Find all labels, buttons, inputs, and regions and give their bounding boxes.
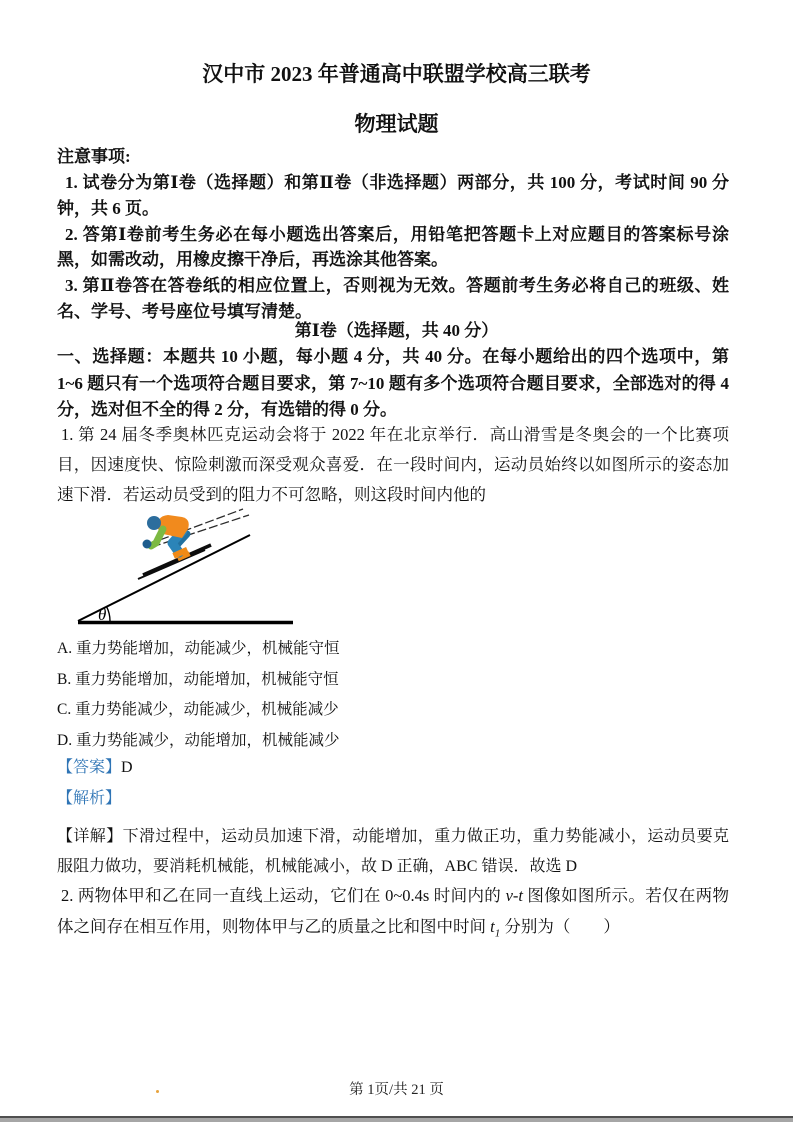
question2-stem-part2: 图像如图所示。若仅在两物体之间存在相互作用，则物体甲与乙的质量之比和图中时间 <box>57 886 729 936</box>
option-b: B. 重力势能增加，动能增加，机械能守恒 <box>57 670 339 688</box>
section-header: 第Ⅰ卷（选择题，共 40 分） <box>294 321 499 340</box>
detail-label: 【详解】 <box>57 828 123 845</box>
page-title: 汉中市 2023 年普通高中联盟学校高三联考 <box>202 62 591 86</box>
question2-stem <box>57 880 729 949</box>
question1-stem: 1. 第 24 届冬季奥林匹克运动会将于 2022 年在北京举行．高山滑雪是冬奥会的一个比赛项目，因速度快、惊险刺激而深受观众喜爱．在一段时间内，运动员始终以如图所示的姿态加速下滑．若运动员受到的阻力不可忽略，则这段时间内他的 <box>57 425 729 504</box>
page-bottom-edge <box>0 1116 793 1122</box>
scan-artifact-speck <box>156 1090 159 1093</box>
option-c: C. 重力势能减少，动能减少，机械能减少 <box>57 701 339 718</box>
page-subtitle: 物理试题 <box>354 112 439 136</box>
option-a: A. 重力势能增加，动能减少，机械能守恒 <box>57 640 340 657</box>
vt-graph-symbol: v-t <box>505 886 523 905</box>
question2-stem-part1: 2. 两物体甲和乙在同一直线上运动，它们在 0~0.4s 时间内的 <box>61 886 506 905</box>
page-number-footer: 第 1页/共 21 页 <box>349 1082 444 1098</box>
answer-line <box>57 753 729 783</box>
angle-theta-label: θ <box>98 605 107 624</box>
question1-options <box>57 634 729 756</box>
skier-helmet <box>147 516 161 530</box>
notice-heading: 注意事项: <box>57 147 131 166</box>
detail-paragraph <box>57 822 729 881</box>
option-d: D. 重力势能减少，动能增加，机械能减少 <box>57 731 340 749</box>
skier-glove <box>143 540 152 549</box>
answer-label: 【答案】 <box>57 759 122 776</box>
skier-on-incline-figure <box>75 503 310 631</box>
detail-text: 下滑过程中，运动员加速下滑，动能增加，重力做正功，重力势能减小，运动员要克服阻力做功，要消耗机械能，机械能减小，故 D 正确，ABC 错误．故选 D <box>57 828 729 875</box>
analysis-line <box>57 784 729 814</box>
analysis-label: 【解析】 <box>57 790 122 807</box>
t1-symbol: t <box>490 917 495 936</box>
section-instructions: 一、选择题：本题共 10 小题，每小题 4 分，共 40 分。在每小题给出的四个选项中，第 1~6 题只有一个选项符合题目要求，第 7~10 题有多个选项符合题目要求，全部选对的得 4 分，选对但不全的得 2 分，有选错的得 0 分。 <box>57 347 729 420</box>
notice-item-3: 3. 第Ⅱ卷答在答卷纸的相应位置上，否则视为无效。答题前考生务必将自己的班级、姓名、学号、考号座位号填写清楚。 <box>57 276 729 321</box>
notice-item-1: 1. 试卷分为第Ⅰ卷（选择题）和第Ⅱ卷（非选择题）两部分，共 100 分，考试时间 90 分钟，共 6 页。 <box>57 173 729 218</box>
angle-arc <box>107 607 110 621</box>
t1-subscript: 1 <box>494 927 501 940</box>
answer-value: D <box>121 759 133 776</box>
question2-stem-part3: 分别为（ ） <box>500 917 620 936</box>
notice-item-2: 2. 答第Ⅰ卷前考生务必在每小题选出答案后，用铅笔把答题卡上对应题目的答案标号涂黑，如需改动，用橡皮擦干净后，再选涂其他答案。 <box>57 224 729 270</box>
skier-sleeve <box>151 529 163 546</box>
notice-list <box>57 170 729 325</box>
